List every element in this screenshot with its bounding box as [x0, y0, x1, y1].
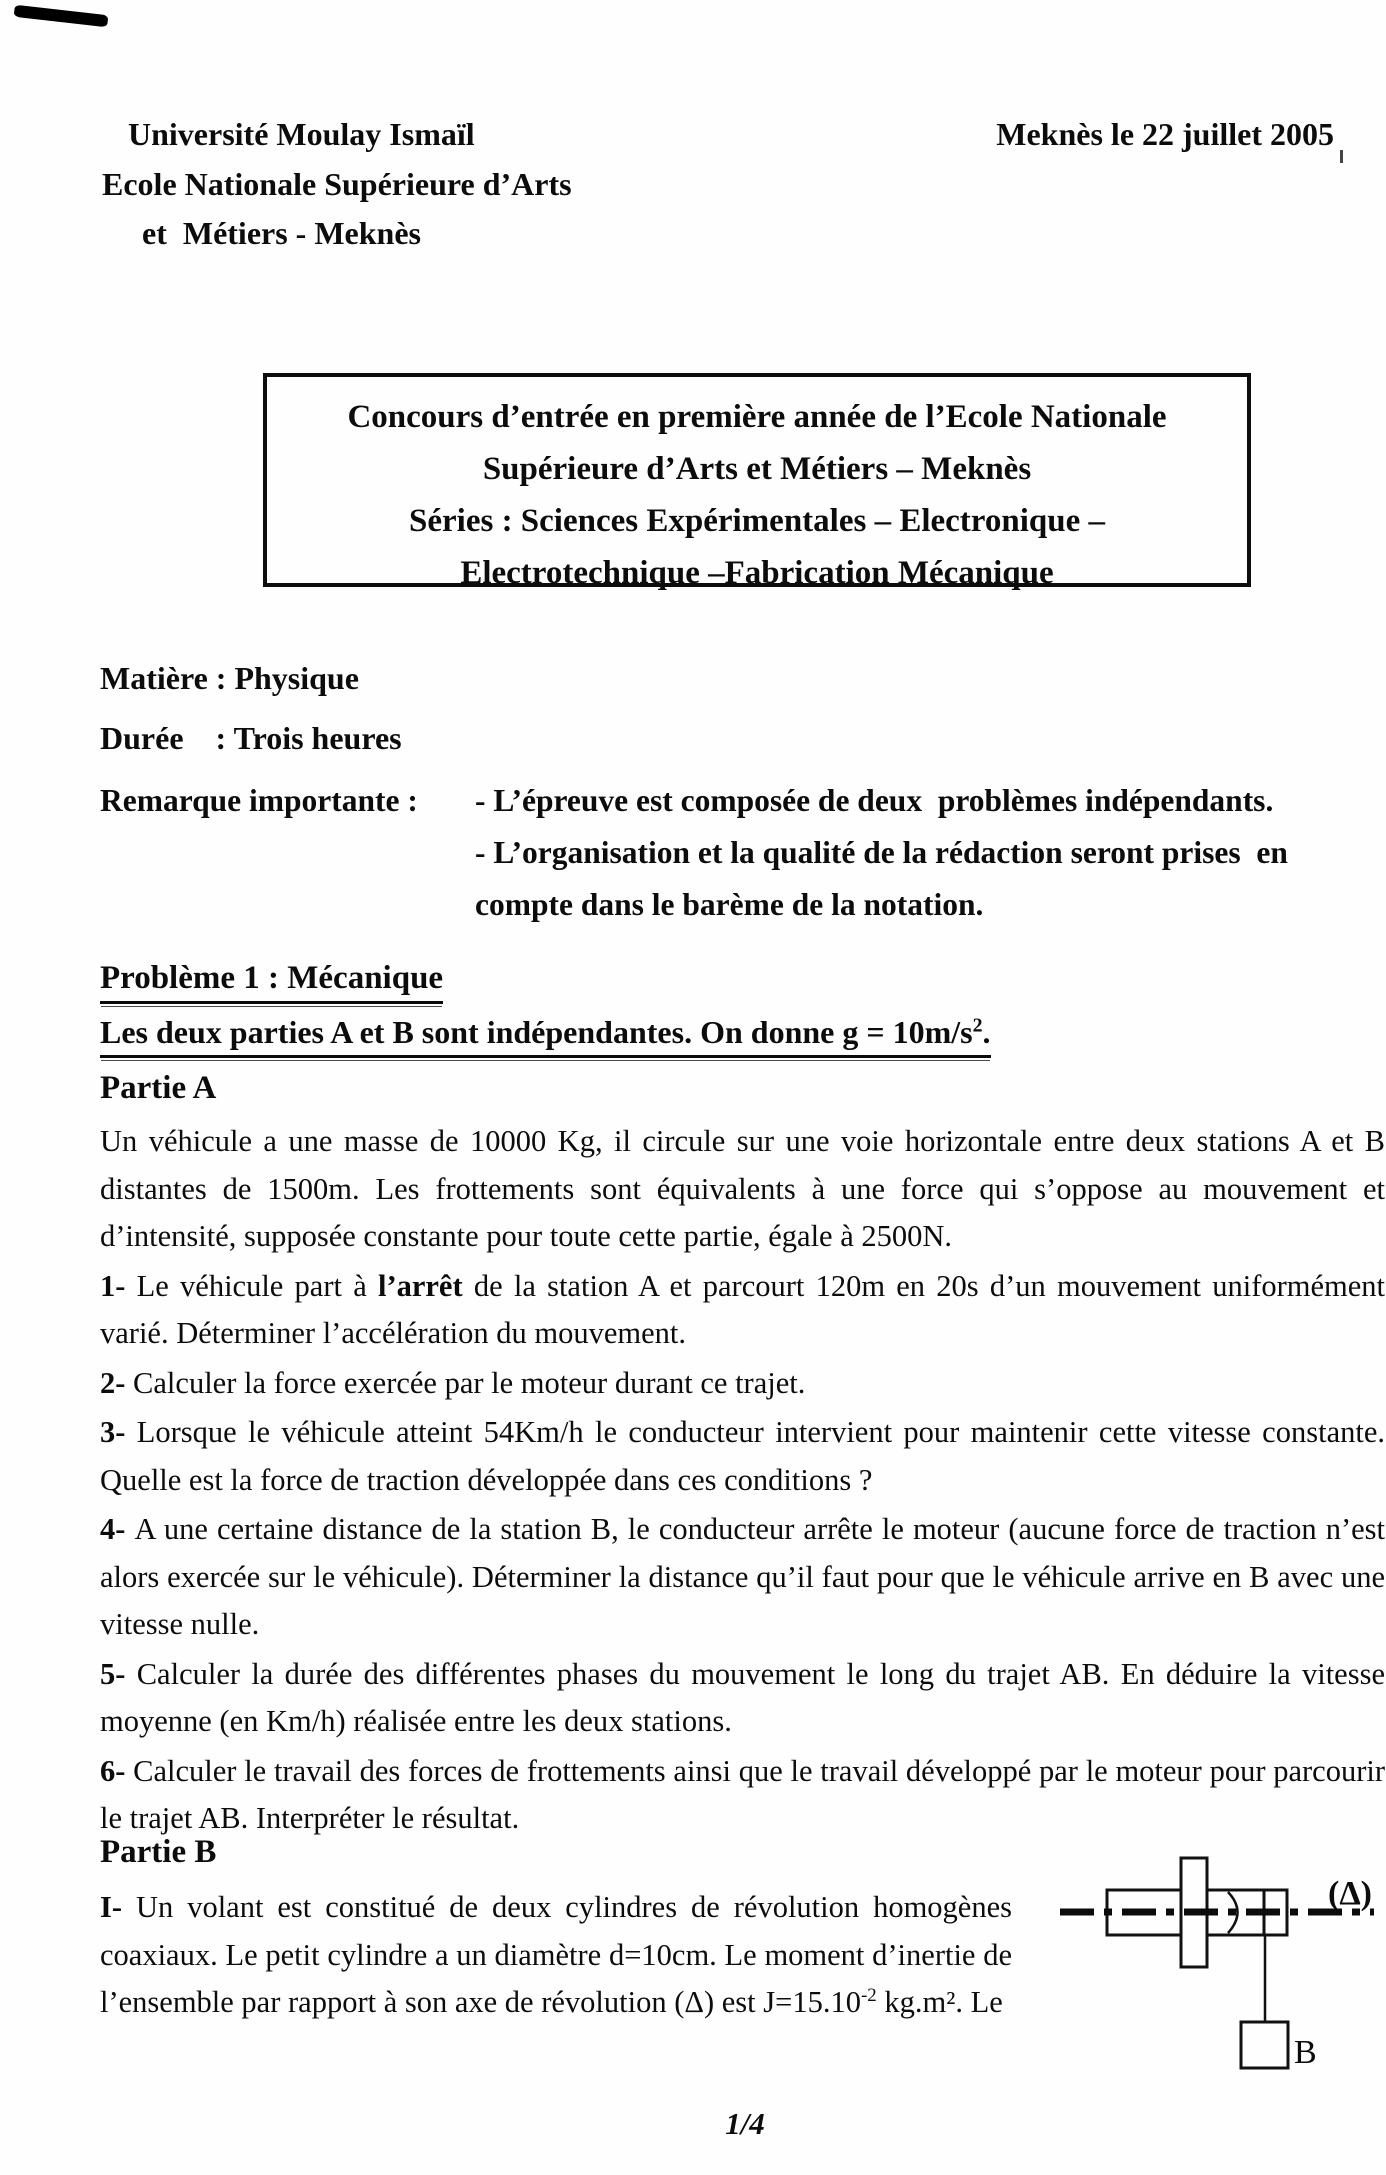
probleme1-subtitle: Les deux parties A et B sont indépendantes. On donne $g = 10m/s^2$.	[100, 1014, 991, 1058]
probleme1-title: Problème 1 : Mécanique	[100, 960, 443, 1004]
title-box-line-4: Electrotechnique –Fabrication Mécanique	[460, 555, 1054, 591]
question-2: 2- Calculer la force exercée par le moteur durant ce trajet.	[100, 1365, 806, 1400]
title-box-line-1: Concours d’entrée en première année de l’Ecole Nationale	[347, 399, 1167, 435]
remarque-section	[100, 776, 1384, 929]
scan-corner-mark	[14, 5, 109, 28]
remarque-item-1: - L’épreuve est composée de deux problèmes indépendants.	[475, 783, 1274, 818]
partie-a-title: Partie A	[100, 1070, 217, 1106]
duree-line: Durée : Trois heures	[100, 720, 402, 756]
flywheel-diagram	[1040, 1808, 1386, 2108]
university-name: Université Moulay Ismaïl	[128, 116, 475, 152]
question-4: 4- A une certaine distance de la station B, le conducteur arrête le moteur (aucune force de traction n’est alors exercée sur le véhicule). Déterminer la distance qu’il faut pour que le véhicule arrive en B avec une vitesse nulle.	[100, 1512, 1385, 1641]
title-box-line-2: Supérieure d’Arts et Métiers – Meknès	[482, 451, 1032, 487]
title-box-line-3: Séries : Sciences Expérimentales – Electronique –	[409, 503, 1105, 539]
question-3: 3- Lorsque le véhicule atteint 54Km/h le conducteur intervient pour maintenir cette vitesse constante. Quelle est la force de traction développée dans ces conditions ?	[100, 1415, 1385, 1497]
header	[102, 110, 1334, 257]
partie-a-intro: Un véhicule a une masse de 10000 Kg, il circule sur une voie horizontale entre deux stations A et B distantes de 1500m. Les frottements sont équivalents à une force qui s’oppose au mouvement et d’intensité, supposée constante pour toute cette partie, égale à 2500N.	[100, 1124, 1385, 1253]
question-6: 6- Calculer le travail des forces de frottements ainsi que le travail développé par le moteur pour parcourir le trajet AB. Interpréter le résultat.	[100, 1753, 1385, 1835]
question-1: 1- Le véhicule part à l’arrêt de la station A et parcourt 120m en 20s d’un mouvement uniformément varié. Déterminer l’accélération du mouvement.	[100, 1268, 1386, 1350]
title-box	[263, 373, 1251, 591]
partie-b-title: Partie B	[100, 1834, 217, 1870]
partie-b-intro: I- Un volant est constitué de deux cylindres de révolution homogènes coaxiaux. Le petit cylindre a un diamètre d=10cm. Le moment d’inertie de l’ensemble par rapport à son axe de révolution (Δ) est $J=15.10^{-2}$ kg.m². Le	[100, 1890, 1013, 2019]
school-name-line-1: Ecole Nationale Supérieure d’Arts	[102, 166, 572, 202]
question-5: 5- Calculer la durée des différentes phases du mouvement le long du trajet AB. En déduire la vitesse moyenne (en Km/h) réalisée entre les deux stations.	[100, 1656, 1385, 1738]
remarque-item-2a: - L’organisation et la qualité de la rédaction seront prises en	[475, 835, 1288, 870]
partie-a-body	[100, 1118, 1385, 1845]
exam-date: Meknès le 22 juillet 2005	[996, 116, 1334, 152]
matiere-line: Matière : Physique	[100, 660, 359, 696]
axis-label: (Δ)	[1328, 1875, 1372, 1912]
remarque-label: Remarque importante :	[100, 783, 418, 818]
scan-speck	[1340, 150, 1343, 163]
mass-label: B	[1294, 2034, 1317, 2071]
school-name-line-2: et Métiers - Meknès	[142, 215, 421, 251]
page-number: 1/4	[725, 2106, 765, 2141]
remarque-item-2b: compte dans le barème de la notation.	[475, 887, 984, 922]
hanging-mass-rect	[1241, 2022, 1288, 2068]
